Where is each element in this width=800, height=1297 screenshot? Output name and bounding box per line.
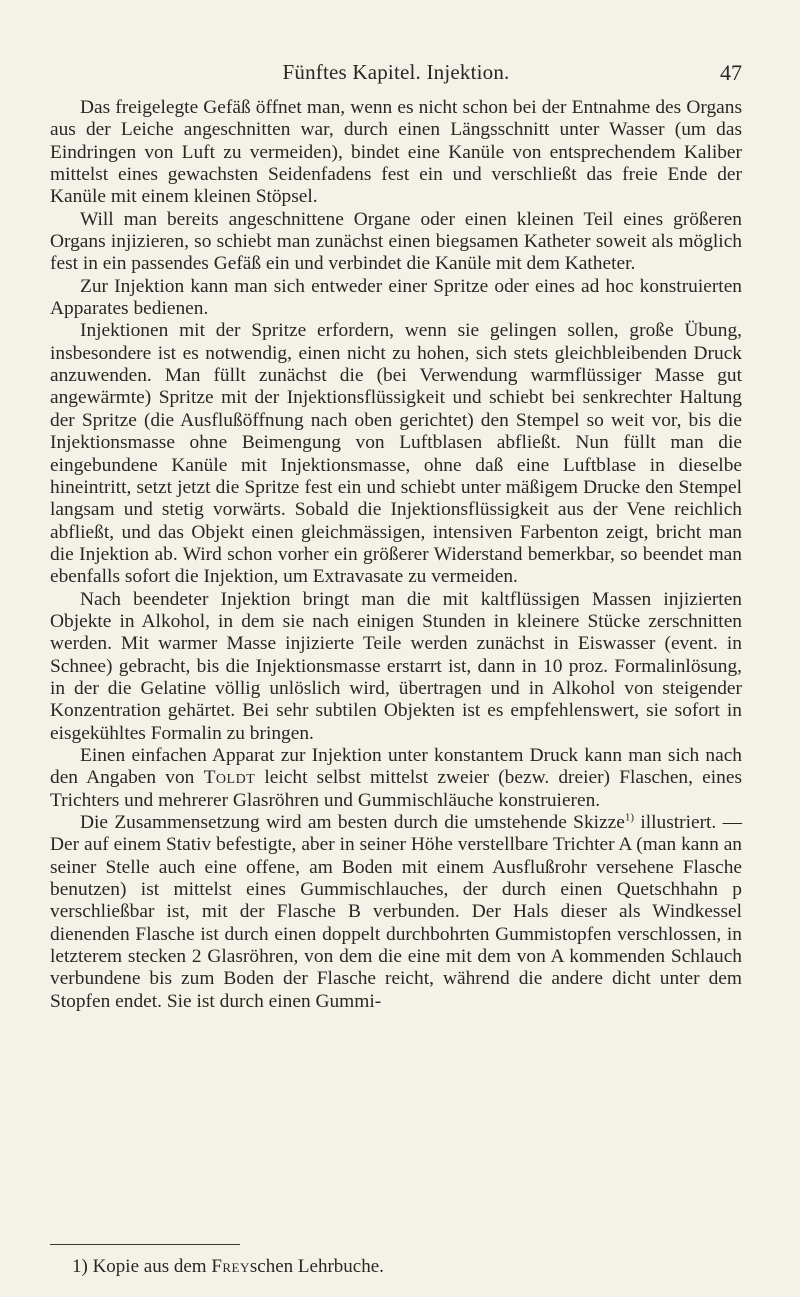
- footnote: [72, 1256, 732, 1278]
- paragraph-6-text-end: leicht selbst mittelst zweier (bezw. dreier) Flaschen, eines Trichters und mehrerer Glasröhren und Gummischläuche konstruieren.: [50, 767, 742, 811]
- paragraph-7: [50, 812, 742, 1013]
- running-head: [50, 60, 742, 90]
- footnote-reference[interactable]: 1): [624, 811, 635, 824]
- author-name-toldt: Toldt: [203, 767, 256, 789]
- page-number: 47: [720, 60, 742, 85]
- paragraph-6-text-start: Einen einfachen Apparat zur Injektion unter konstantem Druck kann man sich nach den Angaben von: [50, 744, 742, 789]
- paragraph-2: Will man bereits angeschnittene Organe oder einen kleinen Teil eines größeren Organs injizieren, so schiebt man zunächst einen biegsamen Katheter soweit als möglich fest in ein passendes Gefäß ein und verbindet die Kanüle mit dem Katheter.: [50, 208, 742, 275]
- paragraph-4: Injektionen mit der Spritze erfordern, wenn sie gelingen sollen, große Übung, insbesondere ist es notwendig, einen nicht zu hohen, sich stets gleichbleibenden Druck anzuwenden. Man füllt zunächst die (bei Verwendung warmflüssiger Masse gut angewärmte) Spritze mit der Injektionsflüssigkeit und schiebt bei senkrechter Haltung der Spritze (die Ausflußöffnung nach oben gerichtet) den Stempel so weit vor, bis die Injektionsmasse ohne Beimengung von Luftblasen abfließt. Nun füllt man die eingebundene Kanüle mit Injektionsmasse, ohne daß eine Luftblase in dieselbe hineintritt, setzt jetzt die Spritze fest ein und schiebt unter mäßigem Drucke den Stempel langsam und stetig vorwärts. Sobald die Injektionsflüssigkeit aus der Vene reichlich abfließt, und das Objekt einen gleichmässigen, intensiven Farbenton zeigt, bricht man die Injektion ab. Wird schon vorher ein größerer Widerstand bemerkbar, so beendet man ebenfalls sofort die Injektion, um Extravasate zu vermeiden.: [50, 320, 742, 588]
- footnote-text-end: schen Lehrbuche.: [249, 1256, 384, 1277]
- chapter-title: Fünftes Kapitel. Injektion.: [282, 60, 510, 84]
- footnote-marker: 1): [72, 1256, 88, 1277]
- body-text: [50, 97, 742, 1013]
- paragraph-1: Das freigelegte Gefäß öffnet man, wenn es nicht schon bei der Entnahme des Organs aus der Leiche angeschnitten war, durch einen Längsschnitt unter Wasser (um das Eindringen von Luft zu vermeiden), bindet eine Kanüle von entsprechendem Kaliber mittelst eines gewachsten Seidenfadens fest ein und verschließt das freie Ende der Kanüle mit einem kleinen Stöpsel.: [50, 97, 742, 208]
- paragraph-5: Nach beendeter Injektion bringt man die mit kaltflüssigen Massen injizierten Objekte in Alkohol, in dem sie nach einigen Stunden in kleinere Stücke zerschnitten werden. Mit warmer Masse injizierte Teile werden zunächst in Eiswasser (event. in Schnee) gebracht, bis die Injektionsmasse erstarrt ist, dann in 10 proz. Formalinlösung, in der die Gelatine völlig unlöslich wird, übertragen und in Alkohol von steigender Konzentration gehärtet. Bei sehr subtilen Objekten ist es empfehlenswert, sie sofort in eisgekühltes Formalin zu bringen.: [50, 588, 742, 744]
- author-name-frey: Frey: [211, 1256, 250, 1277]
- footnote-text-start: Kopie aus dem: [92, 1256, 212, 1277]
- footnote-rule: [50, 1244, 240, 1245]
- paragraph-7-text-start: Die Zusammensetzung wird am besten durch die umstehende Skizze: [80, 812, 625, 833]
- paragraph-7-text-end: illustriert. — Der auf einem Stativ befestigte, aber in seiner Höhe verstellbare Trichter A (man kann an seiner Stelle auch eine offene, am Boden mit einem Ausflußrohr versehene Flasche benutzen) ist mittelst eines Gummischlauches, der durch einen Quetschhahn p verschließbar ist, mit der Flasche B verbunden. Der Hals dieser als Windkessel dienenden Flasche ist durch einen doppelt durchbohrten Gummistopfen verschlossen, in letzterem stecken 2 Glasröhren, von dem die eine mit dem von A kommenden Schlauch verbundene bis zum Boden der Flasche reicht, während die andere dicht unter dem Stopfen endet. Sie ist durch einen Gummi-: [50, 812, 742, 1012]
- paragraph-3: Zur Injektion kann man sich entweder einer Spritze oder eines ad hoc konstruierten Apparates bedienen.: [50, 275, 742, 320]
- paragraph-6: [50, 745, 742, 812]
